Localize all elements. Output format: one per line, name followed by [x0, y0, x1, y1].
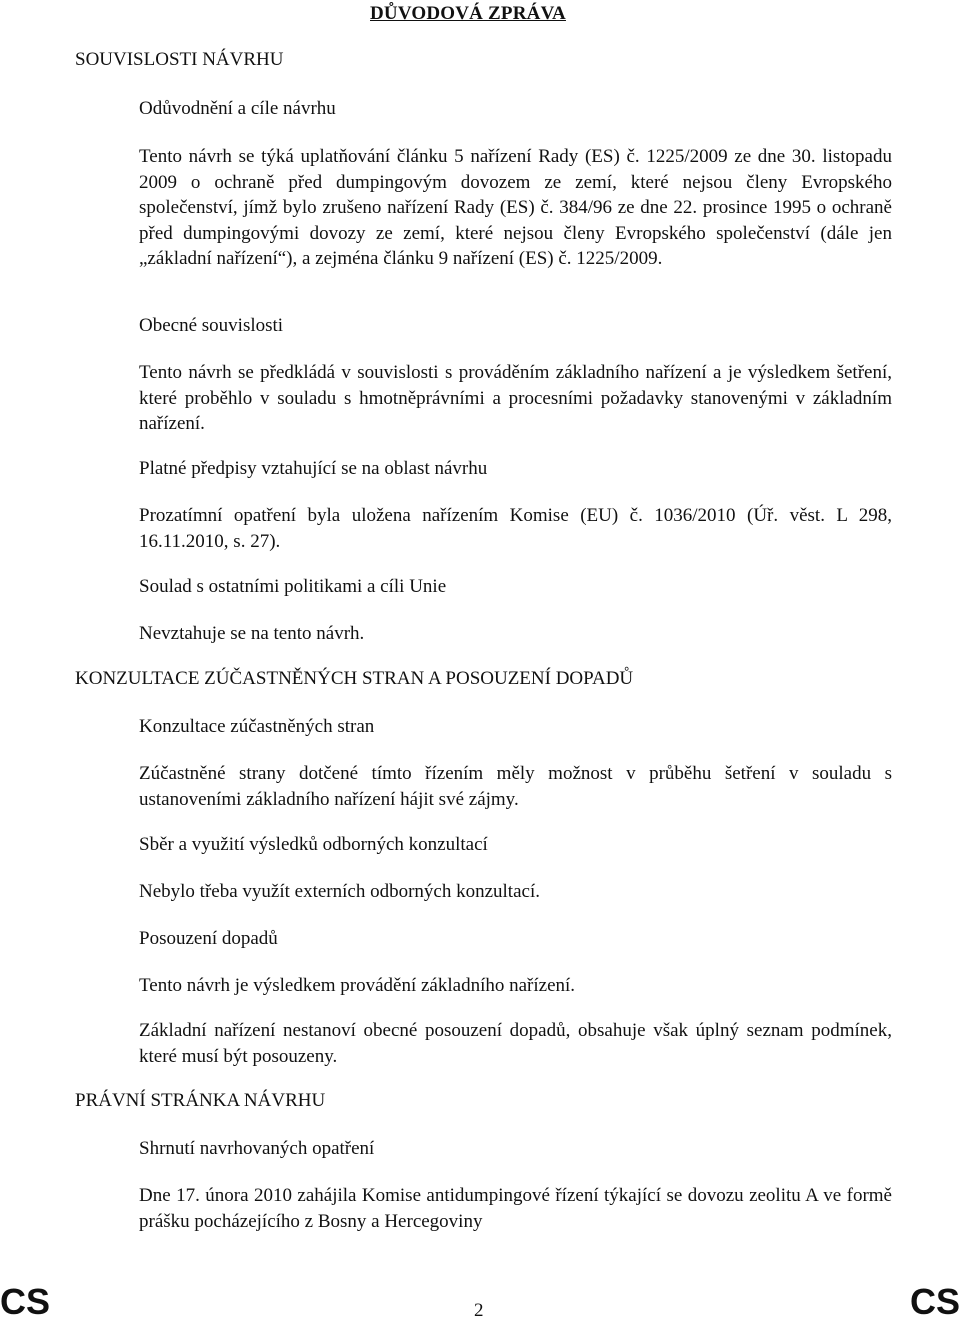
- subheading-existing-provisions: Platné předpisy vztahující se na oblast návrhu: [139, 458, 488, 479]
- subheading-consistency-policies: Soulad s ostatními politikami a cíli Unie: [139, 576, 447, 597]
- subheading-grounds-objectives: Odůvodnění a cíle návrhu: [139, 98, 336, 119]
- paragraph-grounds-objectives: Tento návrh se týká uplatňování článku 5 nařízení Rady (ES) č. 1225/2009 ze dne 30. listopadu 2009 o ochraně před dumpingovým dovozem ze zemí, které nejsou členy Evropského společenství, jímž bylo zrušeno nařízení Rady (ES) č. 384/96 ze dne 22. prosince 1995 o ochraně před dumpingovými dovozy ze zemí, které nejsou členy Evropského společenství (dále jen „základní nařízení“), a zejména článku 9 nařízení (ES) č. 1225/2009.: [139, 146, 892, 269]
- paragraph-impact-assessment-2: Základní nařízení nestanoví obecné posouzení dopadů, obsahuje však úplný seznam podmínek, které musí být posouzeny.: [139, 1020, 892, 1067]
- paragraph-general-context: Tento návrh se předkládá v souvislosti s prováděním základního nařízení a je výsledkem šetření, které proběhlo v souladu s hmotněprávními a procesními požadavky stanovenými v základním nařízení.: [139, 362, 892, 434]
- paragraph-consistency-policies: Nevztahuje se na tento návrh.: [139, 623, 365, 644]
- subheading-impact-assessment: Posouzení dopadů: [139, 928, 278, 949]
- paragraph-consultation-parties: Zúčastněné strany dotčené tímto řízením měly možnost v průběhu šetření v souladu s ustanoveními základního nařízení hájit své zájmy.: [139, 763, 892, 810]
- footer-language-code-left: CS: [0, 1281, 51, 1322]
- page-number: 2: [474, 1300, 484, 1321]
- section-heading-legal: PRÁVNÍ STRÁNKA NÁVRHU: [75, 1090, 326, 1111]
- paragraph-expertise: Nebylo třeba využít externích odborných konzultací.: [139, 881, 540, 902]
- section-heading-context: SOUVISLOSTI NÁVRHU: [75, 49, 284, 70]
- paragraph-summary-measures: Dne 17. února 2010 zahájila Komise antidumpingové řízení týkající se dovozu zeolitu A ve formě prášku pocházejícího z Bosny a Hercegoviny: [139, 1185, 892, 1232]
- paragraph-impact-assessment-1: Tento návrh je výsledkem provádění základního nařízení.: [139, 975, 576, 996]
- footer-language-code-right: CS: [909, 1281, 960, 1322]
- subheading-consultation-parties: Konzultace zúčastněných stran: [139, 716, 375, 737]
- subheading-general-context: Obecné souvislosti: [139, 315, 284, 336]
- section-heading-consultation: KONZULTACE ZÚČASTNĚNÝCH STRAN A POSOUZENÍ DOPADŮ: [75, 668, 634, 689]
- document-title: DŮVODOVÁ ZPRÁVA: [370, 3, 566, 24]
- subheading-summary-measures: Shrnutí navrhovaných opatření: [139, 1138, 375, 1159]
- subheading-expertise: Sběr a využití výsledků odborných konzultací: [139, 834, 488, 855]
- paragraph-existing-provisions: Prozatímní opatření byla uložena nařízením Komise (EU) č. 1036/2010 (Úř. věst. L 298, 16.11.2010, s. 27).: [139, 505, 892, 552]
